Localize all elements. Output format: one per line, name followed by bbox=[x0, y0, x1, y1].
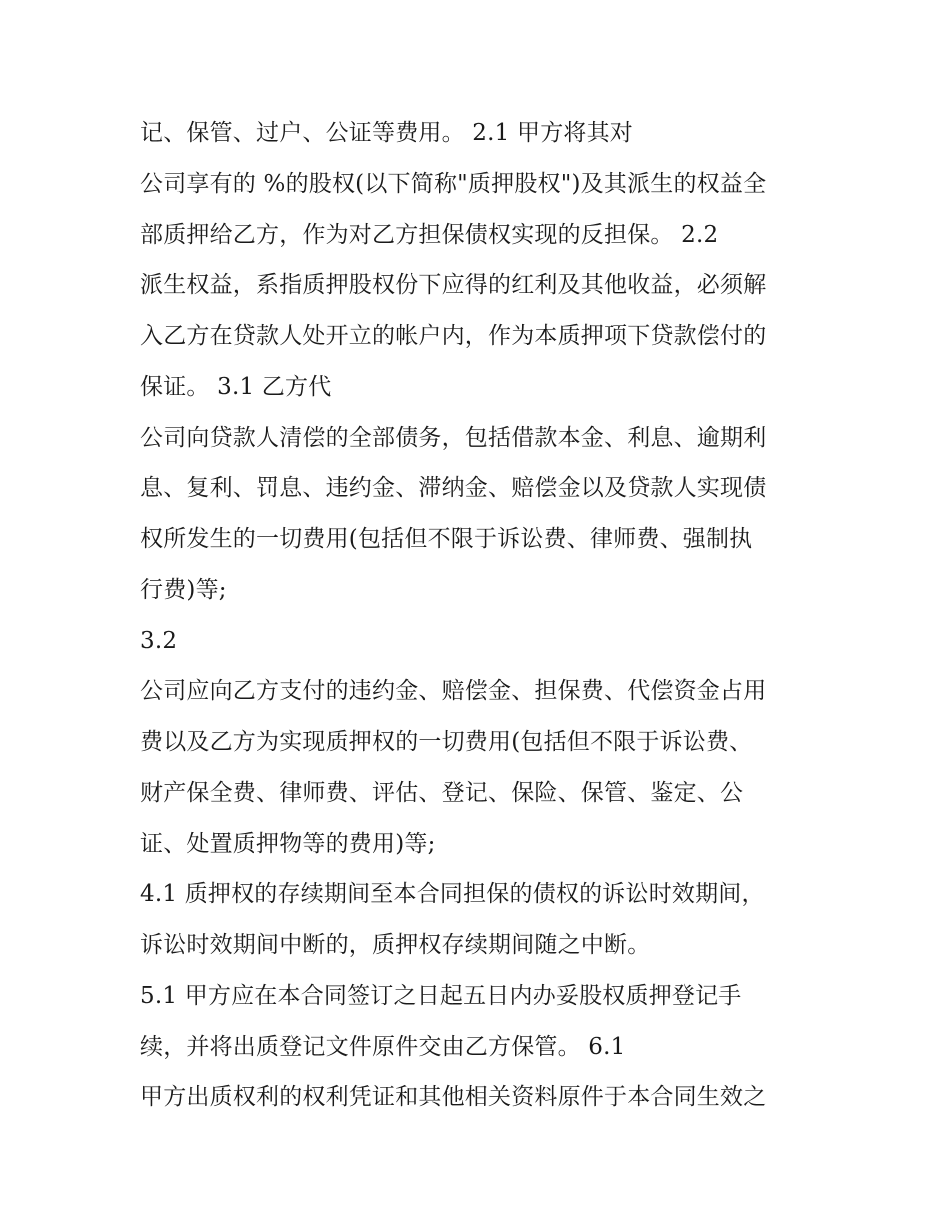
text-line: 诉讼时效期间中断的，质押权存续期间随之中断。 bbox=[140, 932, 651, 958]
text-line: 5.1 甲方应在本合同签订之日起五日内办妥股权质押登记手 bbox=[140, 982, 742, 1009]
text-line: 权所发生的一切费用(包括但不限于诉讼费、律师费、强制执 bbox=[140, 526, 753, 552]
text-line: 财产保全费、律师费、评估、登记、保险、保管、鉴定、公 bbox=[140, 779, 744, 806]
text-line: 保证。 3.1 乙方代 bbox=[140, 373, 332, 400]
text-line: 4.1 质押权的存续期间至本合同担保的债权的诉讼时效期间， bbox=[140, 881, 765, 908]
text-line: 甲方出质权利的权利凭证和其他相关资料原件于本合同生效之 bbox=[140, 1084, 767, 1111]
text-line: 息、复利、罚息、违约金、滞纳金、赔偿金以及贷款人实现债 bbox=[140, 475, 767, 502]
text-line: 公司应向乙方支付的违约金、赔偿金、担保费、代偿资金占用 bbox=[140, 678, 767, 705]
text-line: 公司享有的 %的股权(以下简称"质押股权")及其派生的权益全 bbox=[140, 170, 767, 197]
text-line: 费以及乙方为实现质押权的一切费用(包括但不限于诉讼费、 bbox=[140, 729, 753, 755]
text-line: 派生权益，系指质押股权份下应得的红利及其他收益，必须解 bbox=[140, 272, 767, 299]
document-body bbox=[140, 108, 830, 1123]
text-line: 入乙方在贷款人处开立的帐户内，作为本质押项下贷款偿付的 bbox=[140, 323, 767, 349]
text-line: 证、处置质押物等的费用)等; bbox=[140, 830, 436, 857]
text-line: 3.2 bbox=[140, 627, 178, 654]
text-line: 部质押给乙方，作为对乙方担保债权实现的反担保。 2.2 bbox=[140, 221, 719, 248]
text-line: 续，并将出质登记文件原件交由乙方保管。 6.1 bbox=[140, 1033, 626, 1060]
text-line: 记、保管、过户、公证等费用。 2.1 甲方将其对 bbox=[140, 120, 633, 146]
text-line: 公司向贷款人清偿的全部债务，包括借款本金、利息、逾期利 bbox=[140, 424, 767, 451]
text-line: 行费)等; bbox=[140, 576, 227, 603]
